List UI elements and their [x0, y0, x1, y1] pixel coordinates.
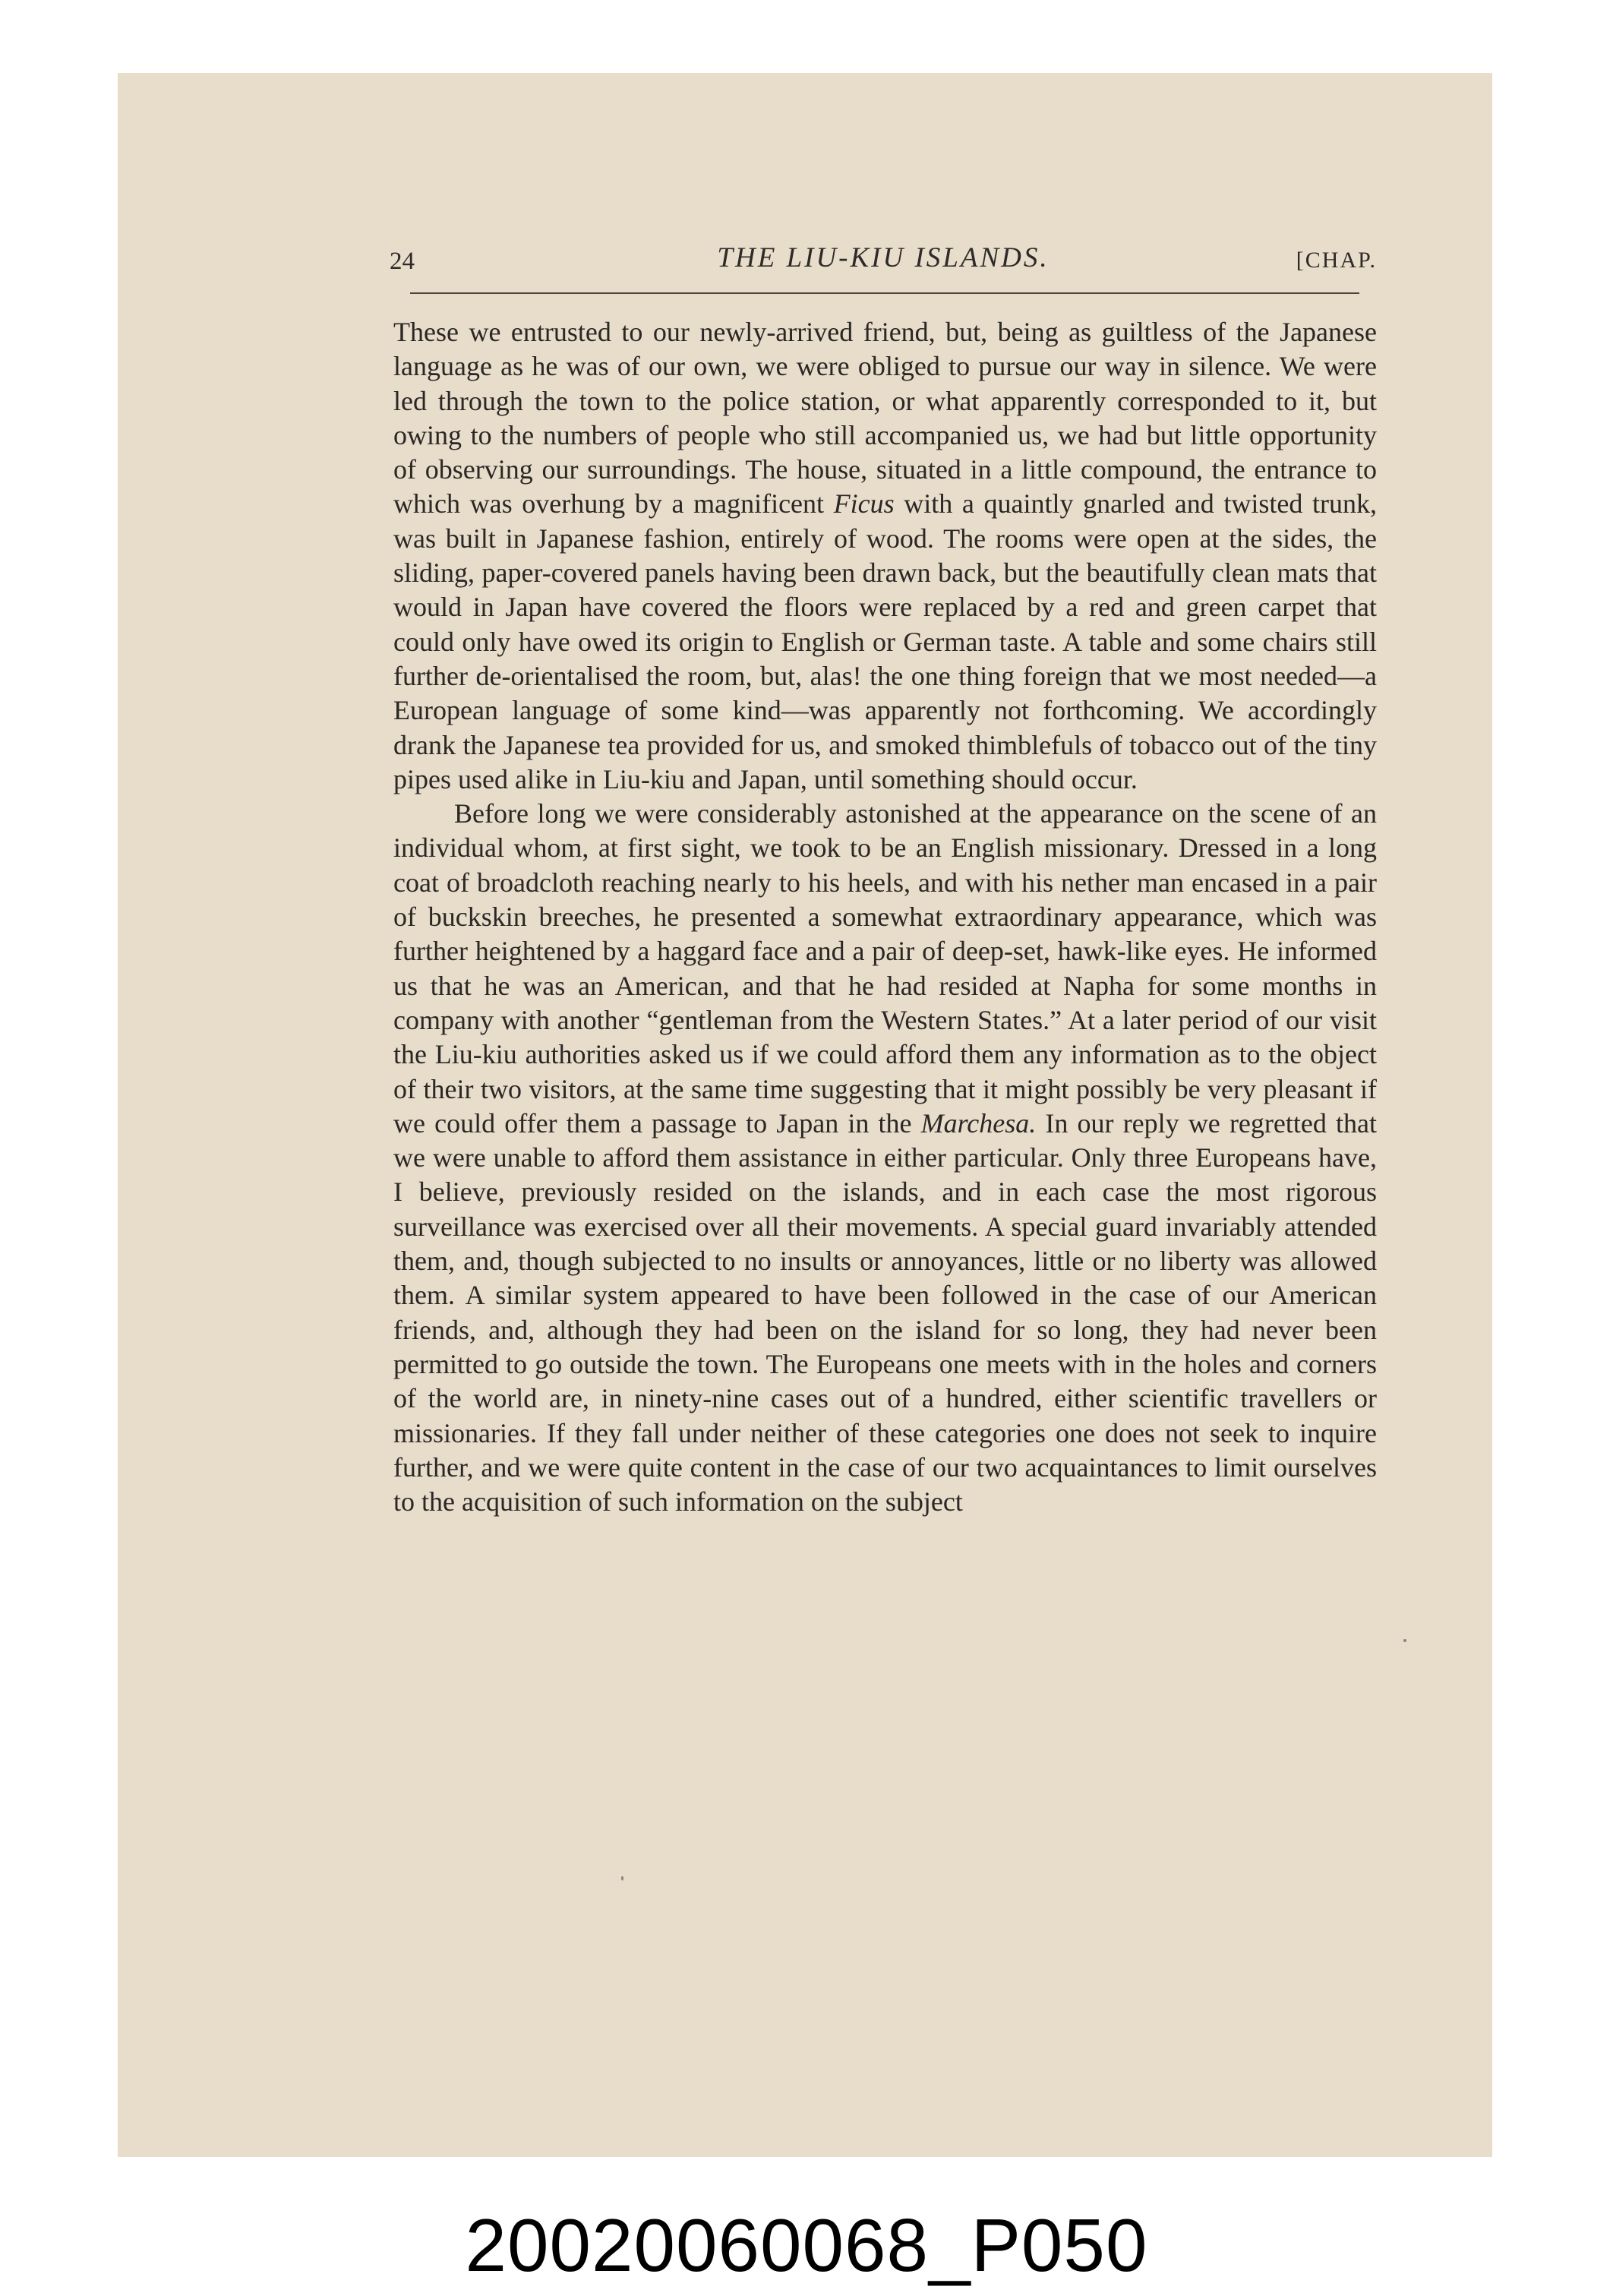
chapter-marker: [CHAP. — [1296, 248, 1377, 273]
text-run: In our reply we regretted that we were unable to afford them assistance in either particular. Only three Europeans have, I believe, previously resided on the islands, and in each case the most rigorous surveillance was exercised over all their movements. A special guard invariably attended them, and, though subjected to no insults or annoyances, little or no liberty was allowed them. A similar system appeared to have been followed in the case of our American friends, and, although they had been on the island for so long, they had never been permitted to go outside the town. The Europeans one meets with in the holes and corners of the world are, in ninety-nine cases out of a hundred, either scientific travellers or missionaries. If they fall under neither of these categories one does not seek to inquire further, and we were quite content in the case of our two acquaintances to limit ourselves to the acquisition of such information on the subject — [393, 1107, 1377, 1518]
running-title: THE LIU-KIU ISLANDS. — [717, 242, 1050, 273]
text-run: with a quaintly gnarled and twisted trunk, was built in Japanese fashion, entirely of wood. The rooms were open at the sides, the sliding, paper-covered panels having been drawn back, but the beautifully clean mats that would in Japan have covered the floors were replaced by a red and green carpet that could only have owed its origin to English or German taste. A table and some chairs still further de-orientalised the room, but, alas! the one thing foreign that we most needed—a European language of some kind—was apparently not forthcoming. We accordingly drank the Japanese tea provided for us, and smoked thimblefuls of tobacco out of the tiny pipes used alike in Liu-kiu and Japan, until something should occur. — [393, 488, 1377, 794]
italic-text: Marchesa. — [920, 1107, 1037, 1139]
paragraph — [393, 315, 1377, 797]
archive-id-label: 20020060068_P050 — [465, 2203, 1148, 2287]
paragraph — [393, 797, 1377, 1519]
text-run: These we entrusted to our newly-arrived friend, but, being as guiltless of the Japanese language as he was of our own, we were obliged to pursue our way in silence. We were led through the town to the police station, or what apparently corresponded to it, but owing to the numbers of people who still accompanied us, we had but little opportunity of observing our surroundings. The house, situated in a little compound, the entrance to which was overhung by a magnificent — [393, 317, 1377, 520]
header-rule — [410, 292, 1359, 294]
italic-text: Ficus — [833, 488, 895, 520]
paper-speck — [1403, 1639, 1406, 1642]
text-run: Before long we were considerably astonished at the appearance on the scene of an individual whom, at first sight, we took to be an English missionary. Dressed in a long coat of broadcloth reaching nearly to his heels, and with his nether man encased in a pair of buckskin breeches, he presented a somewhat extraordinary appearance, which was further heightened by a haggard face and a pair of deep-set, hawk-like eyes. He informed us that he was an American, and that he had resided at Napha for some months in company with another “gentleman from the Western States.” At a later period of our visit the Liu-kiu authorities asked us if we could afford them any information as to the object of their two visitors, at the same time suggesting that it might possibly be very pleasant if we could offer them a passage to Japan in the — [393, 798, 1377, 1139]
paper-speck — [621, 1876, 623, 1881]
page-number: 24 — [390, 248, 415, 275]
page-header — [390, 242, 1377, 287]
body-text — [393, 315, 1377, 1519]
